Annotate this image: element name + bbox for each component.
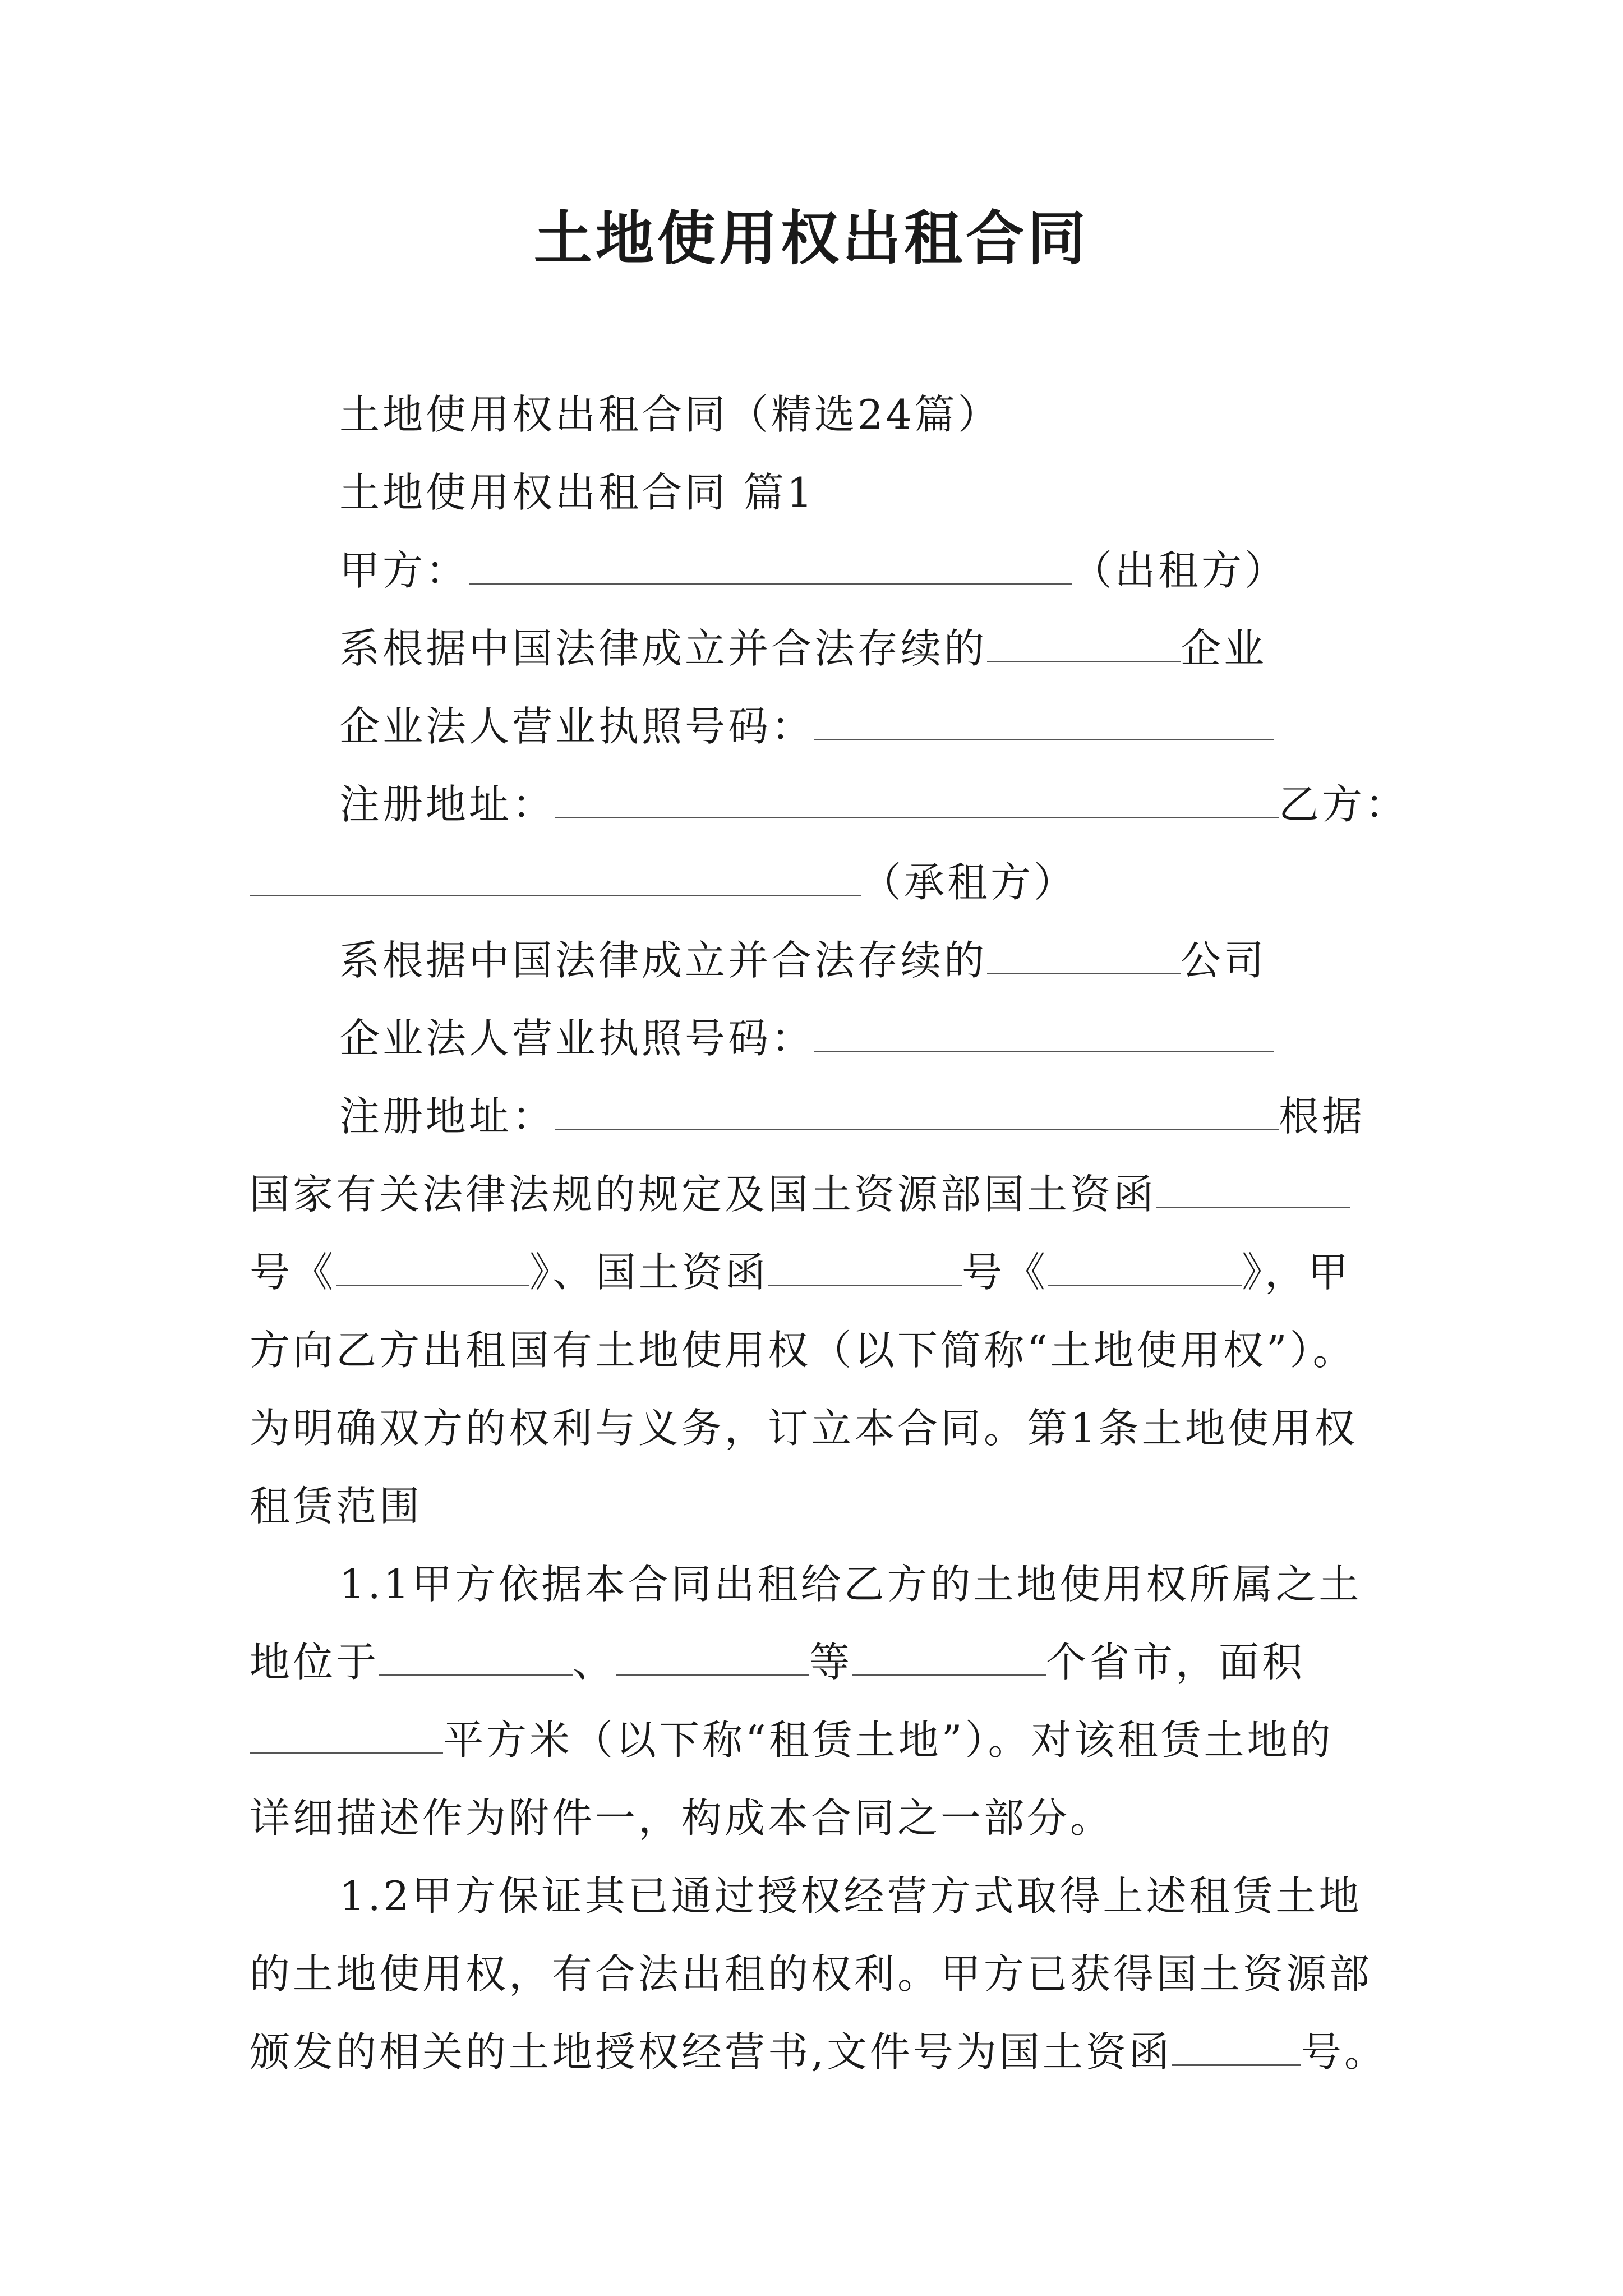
purpose-statement: 为明确双方的权利与义务，订立本合同。第1条土地使用权 xyxy=(250,1405,1358,1452)
party-b-address-blank xyxy=(555,1089,1279,1130)
appendix-text: 详细描述作为附件一，构成本合同之一部分。 xyxy=(250,1795,1114,1842)
text-line xyxy=(250,532,1391,610)
party-b-license-label: 企业法人营业执照号码： xyxy=(339,1015,815,1062)
text-line xyxy=(250,2013,1391,2091)
number-label: 号《 xyxy=(250,1249,336,1296)
text-line xyxy=(250,1545,1391,1623)
text-line xyxy=(250,1623,1391,1701)
clause-1-2-text: 1.2甲方保证其已通过授权经营方式取得上述租赁土地 xyxy=(339,1872,1362,1920)
document-name-blank-2 xyxy=(1048,1245,1242,1286)
party-a-address-blank xyxy=(555,777,1279,818)
party-a-blank xyxy=(469,544,1072,585)
text-line xyxy=(250,766,1409,844)
company-label: 公司 xyxy=(1181,937,1267,984)
lessor-label: （出租方） xyxy=(1072,547,1288,594)
text-line xyxy=(250,922,1391,1000)
enterprise-label: 企业 xyxy=(1181,625,1267,672)
location-blank-2 xyxy=(616,1635,809,1676)
number-suffix: 号。 xyxy=(1301,2028,1387,2076)
text-line xyxy=(250,1701,1391,1779)
scope-heading: 租赁范围 xyxy=(250,1483,423,1530)
text-line xyxy=(250,1000,1391,1078)
party-b-address-label: 注册地址： xyxy=(339,1093,556,1140)
etc-text: 等 xyxy=(809,1639,853,1686)
text-line xyxy=(250,1467,1391,1545)
party-b-blank xyxy=(250,855,861,896)
letter-number-blank xyxy=(1156,1167,1350,1208)
company-type-blank xyxy=(987,933,1181,974)
enterprise-type-blank xyxy=(987,622,1181,662)
location-blank-1 xyxy=(379,1635,573,1676)
letter-label: 》、国土资函 xyxy=(529,1249,769,1296)
area-unit-text: 平方米（以下称“租赁土地”）。对该租赁土地的 xyxy=(443,1717,1334,1764)
party-a-license-blank xyxy=(814,700,1274,740)
document-name-blank xyxy=(336,1245,529,1286)
text-line xyxy=(250,1078,1391,1156)
according-text: 根据 xyxy=(1279,1093,1366,1140)
text-line xyxy=(250,1935,1391,2013)
text-line xyxy=(250,1779,1391,1857)
text-line xyxy=(250,454,1391,532)
text-line xyxy=(250,844,1391,922)
party-b-label: 乙方： xyxy=(1279,781,1409,828)
location-label: 地位于 xyxy=(250,1639,380,1686)
authorization-number-blank xyxy=(1172,2025,1301,2066)
area-blank xyxy=(250,1713,443,1754)
text-line xyxy=(250,376,1391,454)
document-body xyxy=(250,376,1409,2091)
party-a-license-label: 企业法人营业执照号码： xyxy=(339,703,815,750)
text-line xyxy=(250,1389,1391,1467)
lease-statement: 方向乙方出租国有土地使用权（以下简称“土地使用权”）。 xyxy=(250,1327,1356,1374)
area-label: 个省市，面积 xyxy=(1046,1639,1306,1686)
party-a-continuation: 》，甲 xyxy=(1242,1249,1352,1296)
text-line xyxy=(250,1312,1391,1389)
number-label-2: 号《 xyxy=(962,1249,1049,1296)
document-title: 土地使用权出租合同 xyxy=(533,204,1089,273)
lessee-label: （承租方） xyxy=(861,859,1077,906)
text-line xyxy=(250,688,1391,766)
party-b-status-text: 系根据中国法律成立并合法存续的 xyxy=(339,937,988,984)
legal-basis-text: 国家有关法律法规的规定及国土资源部国土资函 xyxy=(250,1171,1157,1218)
letter-number-blank-2 xyxy=(768,1245,962,1286)
party-b-license-blank xyxy=(814,1011,1274,1052)
party-a-address-label: 注册地址： xyxy=(339,781,556,828)
clause-1-2-continued: 的土地使用权，有合法出租的权利。甲方已获得国土资源部 xyxy=(250,1950,1373,1998)
article-heading: 土地使用权出租合同 篇1 xyxy=(339,469,815,516)
clause-1-1-text: 1.1甲方依据本合同出租给乙方的土地使用权所属之土 xyxy=(339,1561,1362,1608)
authorization-text: 颁发的相关的土地授权经营书,文件号为国土资函 xyxy=(250,2028,1172,2076)
text-line xyxy=(250,610,1391,688)
collection-title: 土地使用权出租合同（精选24篇） xyxy=(339,391,1001,438)
text-line xyxy=(250,1156,1391,1234)
separator-text: 、 xyxy=(573,1639,616,1686)
text-line xyxy=(250,1857,1391,1935)
text-line xyxy=(250,1234,1391,1312)
party-a-label: 甲方： xyxy=(339,547,469,594)
province-count-blank xyxy=(852,1635,1046,1676)
party-a-status-text: 系根据中国法律成立并合法存续的 xyxy=(339,625,988,672)
